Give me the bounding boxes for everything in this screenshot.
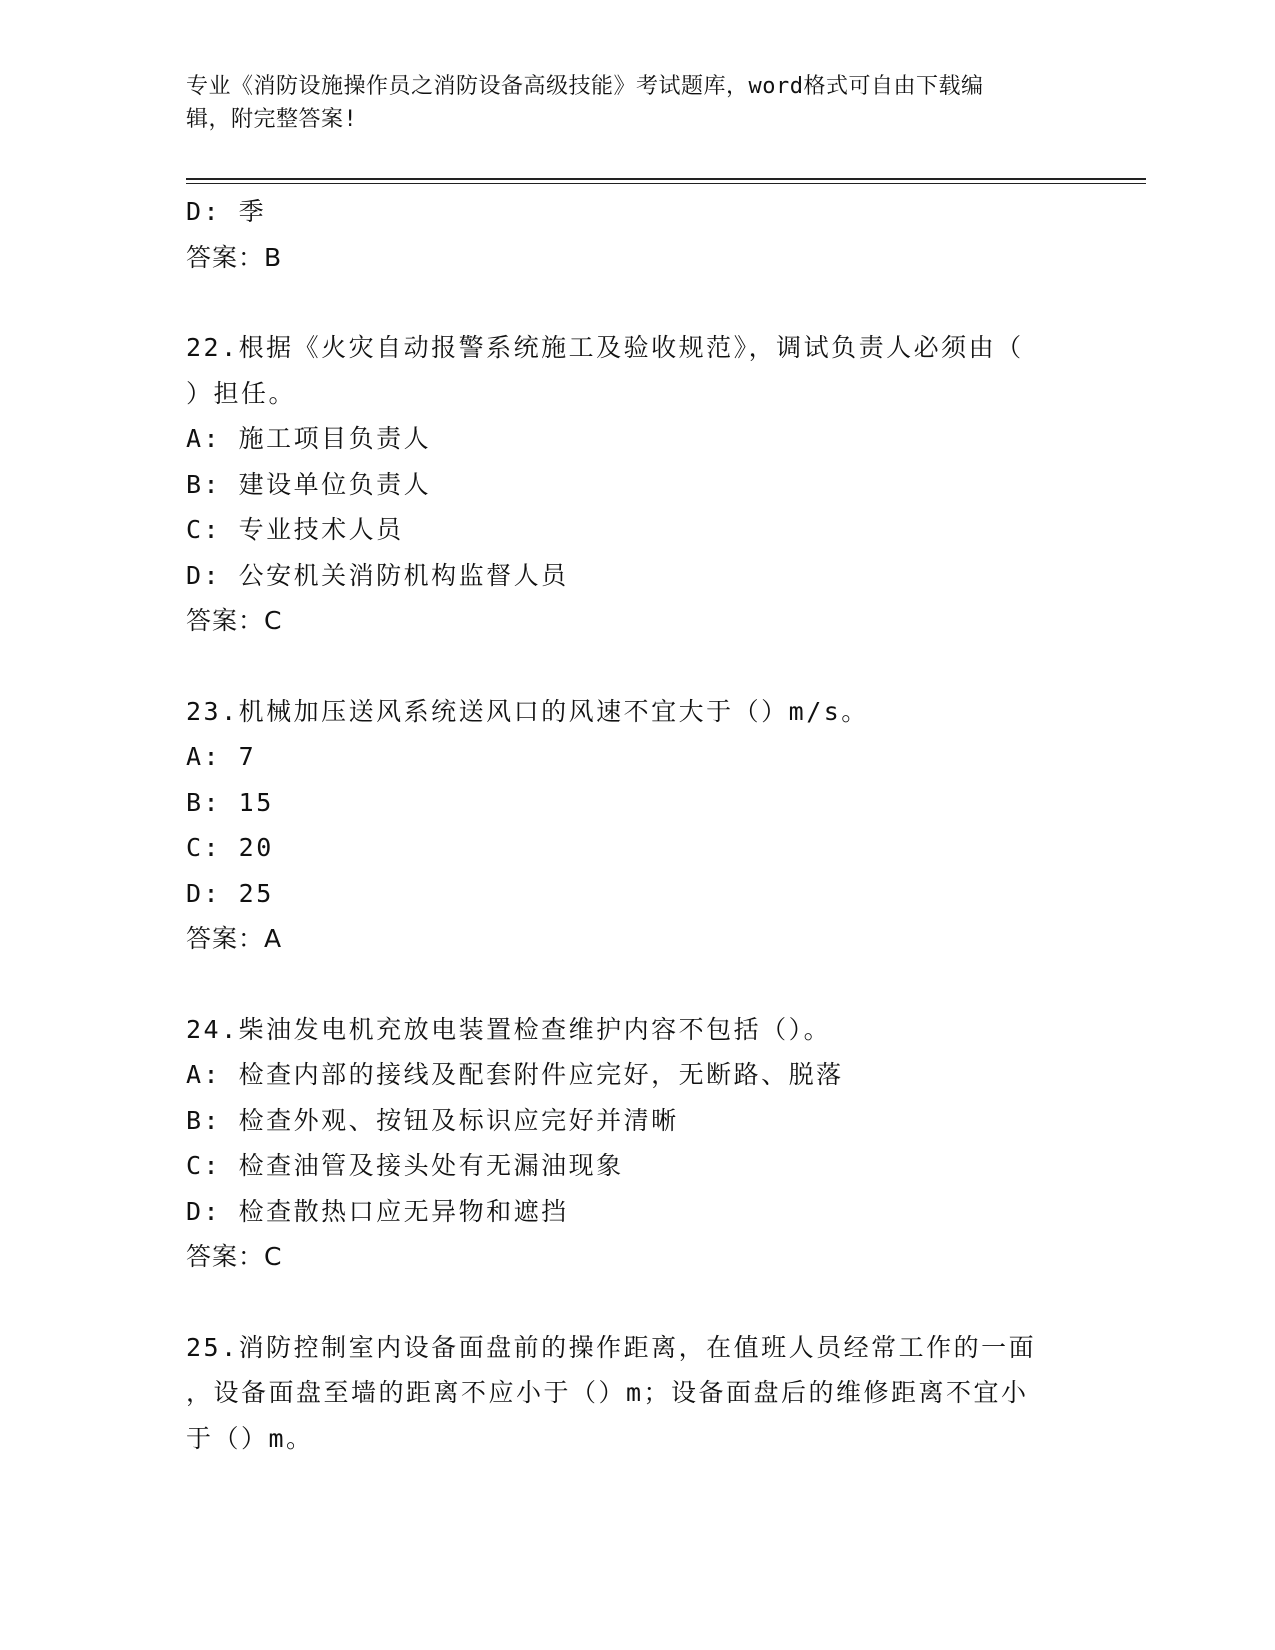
prev-option-d: D: 季	[186, 197, 267, 226]
option-c: C: 20	[186, 833, 274, 862]
question-25	[186, 1325, 1086, 1462]
header-line-2: 辑，附完整答案!	[186, 107, 358, 132]
option-d: D: 25	[186, 878, 274, 908]
spacer	[186, 962, 1086, 1007]
question-stem: 24.柴油发电机充放电装置检查维护内容不包括（）。	[186, 1014, 832, 1044]
page-header	[186, 70, 1086, 136]
question-stem-cont: ）担任。	[186, 378, 297, 408]
question-stem: 23.机械加压送风系统送风口的风速不宜大于（）m/s。	[186, 696, 869, 726]
answer: 答案：A	[186, 924, 283, 953]
header-divider-thick	[186, 178, 1146, 180]
option-b: B: 检查外观、按钮及标识应完好并清晰	[186, 1105, 679, 1135]
header-line-1: 专业《消防设施操作员之消防设备高级技能》考试题库，word格式可自由下载编	[186, 74, 984, 99]
spacer	[186, 1280, 1086, 1325]
spacer	[186, 644, 1086, 689]
question-stem: 22.根据《火灾自动报警系统施工及验收规范》，调试负责人必须由（	[186, 333, 1024, 362]
answer: 答案：C	[186, 606, 283, 635]
question-stem: 25.消防控制室内设备面盘前的操作距离，在值班人员经常工作的一面	[186, 1332, 1037, 1362]
spacer	[186, 280, 1086, 325]
option-b: B: 建设单位负责人	[186, 469, 432, 499]
question-stem-cont: 于（）m。	[186, 1423, 314, 1453]
question-stem-cont: ，设备面盘至墙的距离不应小于（）m；设备面盘后的维修距离不宜小	[186, 1378, 1029, 1407]
header-divider-thin	[186, 183, 1146, 184]
option-b: B: 15	[186, 787, 274, 817]
question-24	[186, 1007, 1086, 1280]
option-c: C: 检查油管及接头处有无漏油现象	[186, 1151, 624, 1180]
option-a: A: 7	[186, 742, 257, 771]
option-a: A: 施工项目负责人	[186, 424, 432, 453]
option-a: A: 检查内部的接线及配套附件应完好，无断路、脱落	[186, 1060, 844, 1089]
answer: 答案：C	[186, 1242, 283, 1271]
question-22	[186, 325, 1086, 644]
question-23	[186, 689, 1086, 962]
option-c: C: 专业技术人员	[186, 515, 404, 544]
option-d: D: 检查散热口应无异物和遮挡	[186, 1196, 569, 1226]
document-body	[186, 189, 1086, 1461]
option-d: D: 公安机关消防机构监督人员	[186, 560, 569, 590]
prev-answer: 答案：B	[186, 242, 283, 272]
